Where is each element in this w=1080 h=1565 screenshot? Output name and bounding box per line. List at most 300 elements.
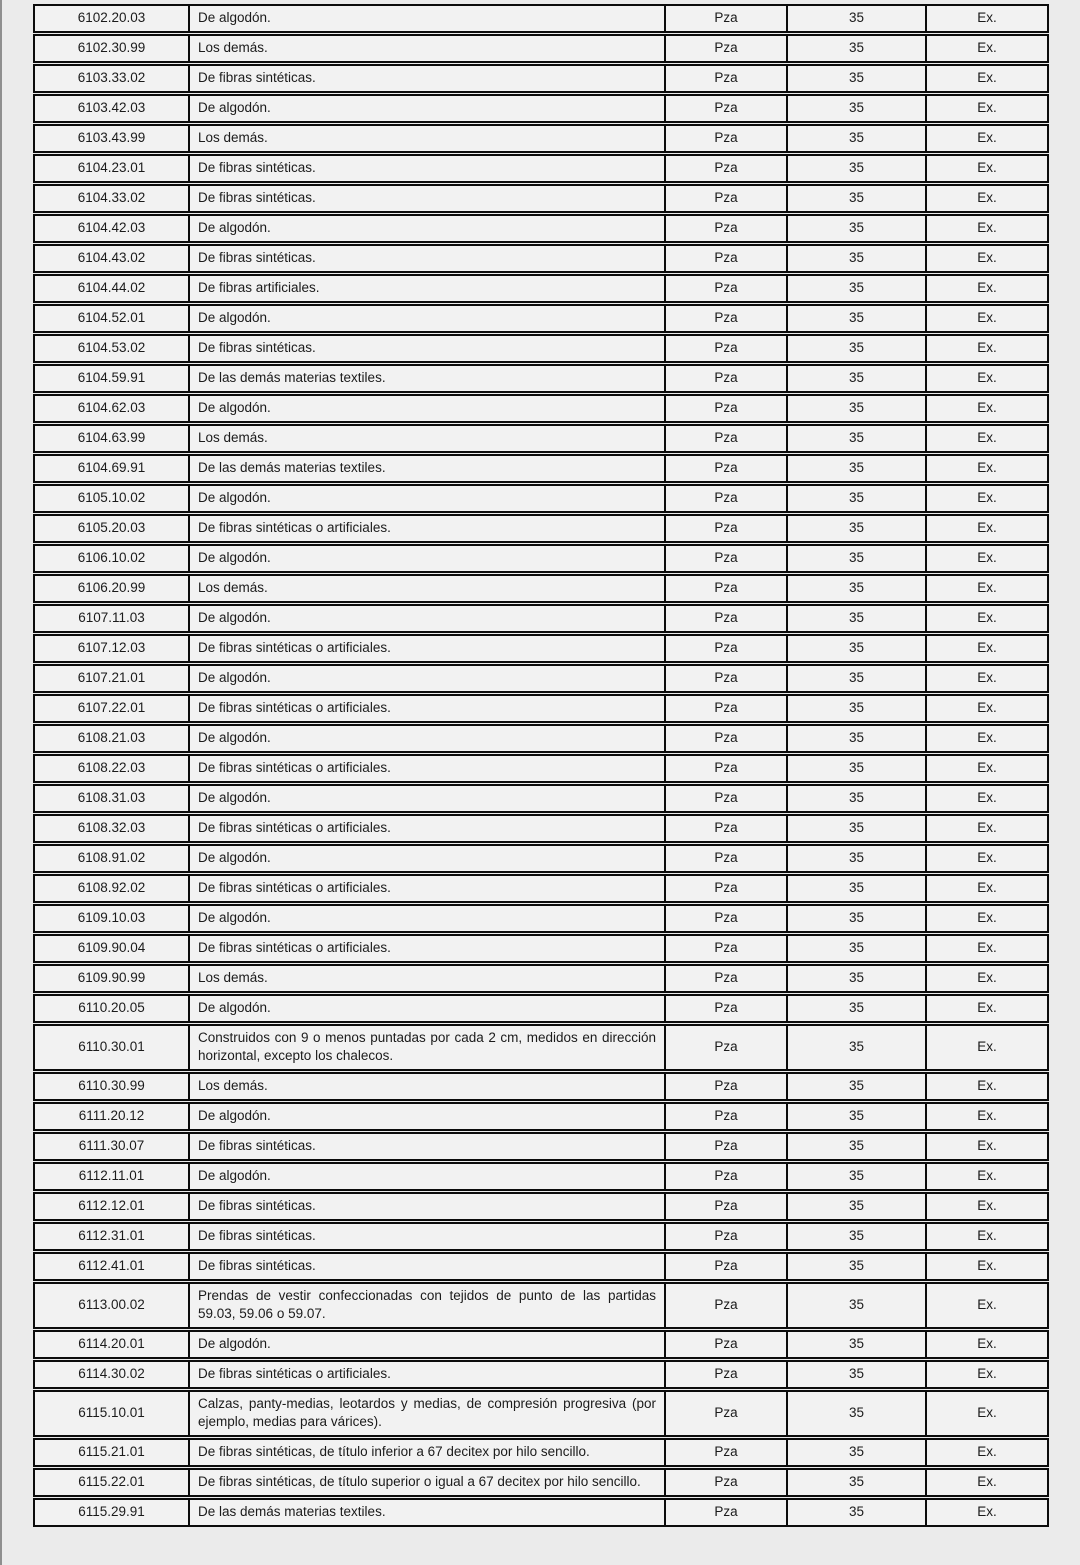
- rate-text: 35: [848, 130, 865, 145]
- rate-cell: [786, 276, 925, 301]
- code-cell: [35, 96, 188, 121]
- rate-cell: [786, 486, 925, 511]
- unit-text: Pza: [714, 370, 738, 385]
- exempt-cell: [925, 666, 1047, 691]
- unit-text: Pza: [714, 1336, 738, 1351]
- code-cell: [35, 1332, 188, 1357]
- exempt-cell: [925, 336, 1047, 361]
- code-text: 6110.20.05: [78, 1000, 145, 1015]
- exempt-text: Ex.: [977, 1405, 997, 1420]
- code-cell: [35, 1194, 188, 1219]
- unit-text: Pza: [714, 310, 738, 325]
- unit-cell: [664, 156, 786, 181]
- rate-cell: [786, 1134, 925, 1159]
- table-row: [33, 274, 1049, 303]
- code-text: 6111.30.07: [78, 1138, 145, 1153]
- description-text: Los demás.: [198, 430, 268, 445]
- code-cell: [35, 1254, 188, 1279]
- rate-text: 35: [848, 910, 865, 925]
- unit-cell: [664, 36, 786, 61]
- code-cell: [35, 906, 188, 931]
- exempt-text: Ex.: [977, 640, 997, 655]
- rate-cell: [786, 966, 925, 991]
- exempt-text: Ex.: [977, 1078, 997, 1093]
- description-text: De fibras sintéticas.: [198, 1228, 316, 1243]
- rate-cell: [786, 606, 925, 631]
- description-cell: [188, 1254, 664, 1279]
- description-cell: [188, 36, 664, 61]
- description-cell: [188, 906, 664, 931]
- exempt-text: Ex.: [977, 250, 997, 265]
- description-cell: [188, 756, 664, 781]
- code-cell: [35, 126, 188, 151]
- unit-cell: [664, 6, 786, 31]
- description-text: De algodón.: [198, 850, 271, 865]
- code-text: 6113.00.02: [78, 1297, 145, 1312]
- rate-text: 35: [848, 1000, 865, 1015]
- code-cell: [35, 936, 188, 961]
- rate-text: 35: [848, 850, 865, 865]
- code-text: 6103.33.02: [77, 70, 146, 85]
- unit-cell: [664, 1284, 786, 1327]
- table-row: [33, 844, 1049, 873]
- exempt-cell: [925, 1164, 1047, 1189]
- table-row: [33, 1222, 1049, 1251]
- code-cell: [35, 366, 188, 391]
- unit-cell: [664, 216, 786, 241]
- description-text: Calzas, panty-medias, leotardos y medias, de compresión progresiva (por ejemplo, medias para várices).: [198, 1396, 656, 1429]
- description-cell: [188, 1026, 664, 1069]
- code-text: 6103.43.99: [77, 130, 146, 145]
- exempt-cell: [925, 1500, 1047, 1525]
- description-cell: [188, 66, 664, 91]
- unit-cell: [664, 876, 786, 901]
- unit-cell: [664, 96, 786, 121]
- rate-cell: [786, 156, 925, 181]
- table-row: [33, 244, 1049, 273]
- exempt-cell: [925, 1332, 1047, 1357]
- exempt-text: Ex.: [977, 910, 997, 925]
- rate-text: 35: [848, 1228, 865, 1243]
- unit-text: Pza: [714, 1039, 738, 1054]
- description-text: De fibras sintéticas o artificiales.: [198, 760, 391, 775]
- exempt-cell: [925, 846, 1047, 871]
- rate-cell: [786, 666, 925, 691]
- exempt-cell: [925, 126, 1047, 151]
- unit-cell: [664, 666, 786, 691]
- exempt-cell: [925, 876, 1047, 901]
- code-text: 6104.23.01: [77, 160, 146, 175]
- table-row: [33, 1498, 1049, 1527]
- exempt-cell: [925, 1470, 1047, 1495]
- description-text: De fibras sintéticas o artificiales.: [198, 820, 391, 835]
- exempt-text: Ex.: [977, 490, 997, 505]
- unit-text: Pza: [714, 10, 738, 25]
- table-row: [33, 1468, 1049, 1497]
- description-cell: [188, 636, 664, 661]
- unit-text: Pza: [714, 760, 738, 775]
- description-text: De fibras sintéticas.: [198, 1198, 316, 1213]
- rate-text: 35: [848, 640, 865, 655]
- code-text: 6109.90.99: [77, 970, 146, 985]
- description-cell: [188, 666, 664, 691]
- rate-cell: [786, 126, 925, 151]
- exempt-text: Ex.: [977, 130, 997, 145]
- description-text: De fibras sintéticas.: [198, 160, 316, 175]
- code-cell: [35, 1134, 188, 1159]
- table-row: [33, 64, 1049, 93]
- exempt-text: Ex.: [977, 580, 997, 595]
- table-row: [33, 4, 1049, 33]
- exempt-cell: [925, 726, 1047, 751]
- exempt-cell: [925, 246, 1047, 271]
- code-text: 6104.59.91: [77, 370, 146, 385]
- description-cell: [188, 216, 664, 241]
- rate-cell: [786, 1254, 925, 1279]
- rate-text: 35: [848, 520, 865, 535]
- rate-text: 35: [848, 1297, 865, 1312]
- description-text: De algodón.: [198, 1336, 271, 1351]
- exempt-text: Ex.: [977, 1138, 997, 1153]
- code-cell: [35, 726, 188, 751]
- exempt-cell: [925, 456, 1047, 481]
- code-cell: [35, 996, 188, 1021]
- description-text: De fibras sintéticas o artificiales.: [198, 880, 391, 895]
- unit-cell: [664, 696, 786, 721]
- rate-text: 35: [848, 1039, 865, 1054]
- description-text: De fibras sintéticas o artificiales.: [198, 640, 391, 655]
- description-text: De fibras sintéticas.: [198, 190, 316, 205]
- rate-cell: [786, 696, 925, 721]
- code-cell: [35, 216, 188, 241]
- unit-text: Pza: [714, 340, 738, 355]
- description-text: De algodón.: [198, 220, 271, 235]
- table-row: [33, 1162, 1049, 1191]
- description-text: De algodón.: [198, 910, 271, 925]
- exempt-text: Ex.: [977, 1000, 997, 1015]
- table-row: [33, 784, 1049, 813]
- description-text: De las demás materias textiles.: [198, 370, 386, 385]
- unit-cell: [664, 1074, 786, 1099]
- rate-text: 35: [848, 880, 865, 895]
- exempt-text: Ex.: [977, 850, 997, 865]
- rate-text: 35: [848, 1258, 865, 1273]
- code-text: 6109.10.03: [77, 910, 146, 925]
- exempt-text: Ex.: [977, 160, 997, 175]
- description-cell: [188, 96, 664, 121]
- description-text: Los demás.: [198, 130, 268, 145]
- unit-cell: [664, 816, 786, 841]
- unit-text: Pza: [714, 190, 738, 205]
- exempt-cell: [925, 1026, 1047, 1069]
- description-cell: [188, 156, 664, 181]
- unit-cell: [664, 306, 786, 331]
- rate-text: 35: [848, 250, 865, 265]
- unit-text: Pza: [714, 520, 738, 535]
- code-cell: [35, 1470, 188, 1495]
- unit-cell: [664, 636, 786, 661]
- rate-cell: [786, 846, 925, 871]
- description-cell: [188, 1392, 664, 1435]
- unit-text: Pza: [714, 490, 738, 505]
- exempt-text: Ex.: [977, 550, 997, 565]
- table-row: [33, 424, 1049, 453]
- unit-cell: [664, 936, 786, 961]
- exempt-cell: [925, 936, 1047, 961]
- code-text: 6112.31.01: [78, 1228, 145, 1243]
- rate-text: 35: [848, 310, 865, 325]
- table-row: [33, 214, 1049, 243]
- code-text: 6107.22.01: [77, 700, 146, 715]
- unit-cell: [664, 1254, 786, 1279]
- unit-cell: [664, 456, 786, 481]
- unit-text: Pza: [714, 100, 738, 115]
- unit-cell: [664, 1164, 786, 1189]
- exempt-cell: [925, 486, 1047, 511]
- description-cell: [188, 1074, 664, 1099]
- unit-text: Pza: [714, 640, 738, 655]
- unit-cell: [664, 396, 786, 421]
- unit-cell: [664, 726, 786, 751]
- description-cell: [188, 726, 664, 751]
- code-text: 6112.12.01: [78, 1198, 145, 1213]
- code-cell: [35, 1440, 188, 1465]
- rate-cell: [786, 1392, 925, 1435]
- exempt-text: Ex.: [977, 520, 997, 535]
- description-cell: [188, 876, 664, 901]
- rate-text: 35: [848, 1168, 865, 1183]
- unit-cell: [664, 1224, 786, 1249]
- rate-cell: [786, 516, 925, 541]
- rate-cell: [786, 1194, 925, 1219]
- code-cell: [35, 396, 188, 421]
- table-row: [33, 724, 1049, 753]
- exempt-text: Ex.: [977, 670, 997, 685]
- unit-cell: [664, 66, 786, 91]
- unit-cell: [664, 846, 786, 871]
- exempt-text: Ex.: [977, 610, 997, 625]
- exempt-text: Ex.: [977, 1168, 997, 1183]
- description-cell: [188, 996, 664, 1021]
- code-cell: [35, 636, 188, 661]
- description-cell: [188, 1134, 664, 1159]
- description-text: De algodón.: [198, 730, 271, 745]
- code-text: 6112.41.01: [78, 1258, 145, 1273]
- code-text: 6114.20.01: [78, 1336, 145, 1351]
- exempt-text: Ex.: [977, 1039, 997, 1054]
- code-text: 6108.32.03: [77, 820, 146, 835]
- unit-text: Pza: [714, 1108, 738, 1123]
- table-row: [33, 1192, 1049, 1221]
- exempt-text: Ex.: [977, 1444, 997, 1459]
- description-text: De algodón.: [198, 550, 271, 565]
- exempt-cell: [925, 1224, 1047, 1249]
- description-cell: [188, 246, 664, 271]
- exempt-cell: [925, 996, 1047, 1021]
- code-cell: [35, 846, 188, 871]
- exempt-text: Ex.: [977, 1198, 997, 1213]
- rate-cell: [786, 1362, 925, 1387]
- unit-cell: [664, 426, 786, 451]
- rate-text: 35: [848, 460, 865, 475]
- description-text: Los demás.: [198, 40, 268, 55]
- description-cell: [188, 1104, 664, 1129]
- exempt-cell: [925, 396, 1047, 421]
- unit-cell: [664, 1104, 786, 1129]
- rate-cell: [786, 366, 925, 391]
- table-row: [33, 994, 1049, 1023]
- rate-cell: [786, 1470, 925, 1495]
- description-text: Los demás.: [198, 970, 268, 985]
- exempt-text: Ex.: [977, 1258, 997, 1273]
- unit-cell: [664, 366, 786, 391]
- description-text: De algodón.: [198, 790, 271, 805]
- description-text: De fibras sintéticas.: [198, 70, 316, 85]
- rate-cell: [786, 1332, 925, 1357]
- exempt-text: Ex.: [977, 1108, 997, 1123]
- exempt-text: Ex.: [977, 730, 997, 745]
- rate-text: 35: [848, 1198, 865, 1213]
- unit-text: Pza: [714, 1000, 738, 1015]
- exempt-text: Ex.: [977, 10, 997, 25]
- table-row: [33, 934, 1049, 963]
- rate-text: 35: [848, 940, 865, 955]
- description-cell: [188, 1332, 664, 1357]
- code-text: 6104.33.02: [77, 190, 146, 205]
- rate-cell: [786, 66, 925, 91]
- table-row: [33, 1438, 1049, 1467]
- rate-text: 35: [848, 370, 865, 385]
- rate-text: 35: [848, 1108, 865, 1123]
- code-cell: [35, 66, 188, 91]
- exempt-cell: [925, 786, 1047, 811]
- exempt-text: Ex.: [977, 1336, 997, 1351]
- description-cell: [188, 1164, 664, 1189]
- description-text: Construidos con 9 o menos puntadas por cada 2 cm, medidos en dirección horizontal, excepto los chalecos.: [198, 1030, 656, 1063]
- exempt-text: Ex.: [977, 340, 997, 355]
- description-cell: [188, 1440, 664, 1465]
- unit-cell: [664, 246, 786, 271]
- code-text: 6104.69.91: [77, 460, 146, 475]
- code-cell: [35, 36, 188, 61]
- description-cell: [188, 1194, 664, 1219]
- unit-cell: [664, 516, 786, 541]
- code-cell: [35, 1500, 188, 1525]
- exempt-cell: [925, 366, 1047, 391]
- unit-text: Pza: [714, 730, 738, 745]
- description-text: De algodón.: [198, 310, 271, 325]
- rate-text: 35: [848, 790, 865, 805]
- exempt-cell: [925, 516, 1047, 541]
- unit-cell: [664, 606, 786, 631]
- description-cell: [188, 396, 664, 421]
- unit-text: Pza: [714, 130, 738, 145]
- table-row: [33, 124, 1049, 153]
- description-cell: [188, 696, 664, 721]
- unit-cell: [664, 1194, 786, 1219]
- rate-cell: [786, 186, 925, 211]
- unit-cell: [664, 486, 786, 511]
- unit-cell: [664, 126, 786, 151]
- table-row: [33, 1360, 1049, 1389]
- code-cell: [35, 1392, 188, 1435]
- code-text: 6108.21.03: [77, 730, 146, 745]
- unit-text: Pza: [714, 250, 738, 265]
- exempt-cell: [925, 216, 1047, 241]
- exempt-text: Ex.: [977, 880, 997, 895]
- rate-text: 35: [848, 760, 865, 775]
- exempt-text: Ex.: [977, 430, 997, 445]
- unit-cell: [664, 1440, 786, 1465]
- code-cell: [35, 516, 188, 541]
- rate-text: 35: [848, 970, 865, 985]
- code-text: 6115.21.01: [78, 1444, 145, 1459]
- unit-cell: [664, 1362, 786, 1387]
- exempt-text: Ex.: [977, 370, 997, 385]
- rate-cell: [786, 906, 925, 931]
- code-text: 6103.42.03: [77, 100, 146, 115]
- code-text: 6108.91.02: [77, 850, 146, 865]
- rate-cell: [786, 546, 925, 571]
- exempt-cell: [925, 276, 1047, 301]
- exempt-cell: [925, 426, 1047, 451]
- rate-cell: [786, 36, 925, 61]
- unit-text: Pza: [714, 220, 738, 235]
- exempt-text: Ex.: [977, 220, 997, 235]
- code-text: 6108.22.03: [77, 760, 146, 775]
- unit-text: Pza: [714, 790, 738, 805]
- code-text: 6102.30.99: [77, 40, 146, 55]
- code-text: 6112.11.01: [78, 1168, 145, 1183]
- code-cell: [35, 1164, 188, 1189]
- table-row: [33, 1330, 1049, 1359]
- code-text: 6105.20.03: [77, 520, 146, 535]
- code-cell: [35, 576, 188, 601]
- description-text: Los demás.: [198, 1078, 268, 1093]
- unit-text: Pza: [714, 550, 738, 565]
- exempt-cell: [925, 966, 1047, 991]
- table-row: [33, 484, 1049, 513]
- unit-text: Pza: [714, 70, 738, 85]
- rate-text: 35: [848, 280, 865, 295]
- unit-text: Pza: [714, 160, 738, 175]
- unit-text: Pza: [714, 400, 738, 415]
- exempt-text: Ex.: [977, 1228, 997, 1243]
- code-cell: [35, 306, 188, 331]
- unit-cell: [664, 546, 786, 571]
- rate-cell: [786, 1224, 925, 1249]
- rate-cell: [786, 1284, 925, 1327]
- exempt-cell: [925, 1440, 1047, 1465]
- unit-cell: [664, 276, 786, 301]
- rate-text: 35: [848, 10, 865, 25]
- description-cell: [188, 1224, 664, 1249]
- table-row: [33, 904, 1049, 933]
- description-text: De fibras sintéticas.: [198, 1138, 316, 1153]
- code-text: 6108.92.02: [77, 880, 146, 895]
- table-row: [33, 1024, 1049, 1071]
- rate-text: 35: [848, 700, 865, 715]
- unit-text: Pza: [714, 1258, 738, 1273]
- rate-text: 35: [848, 1504, 865, 1519]
- table-row: [33, 814, 1049, 843]
- rate-text: 35: [848, 100, 865, 115]
- description-cell: [188, 126, 664, 151]
- unit-cell: [664, 906, 786, 931]
- unit-cell: [664, 576, 786, 601]
- exempt-cell: [925, 546, 1047, 571]
- description-cell: [188, 366, 664, 391]
